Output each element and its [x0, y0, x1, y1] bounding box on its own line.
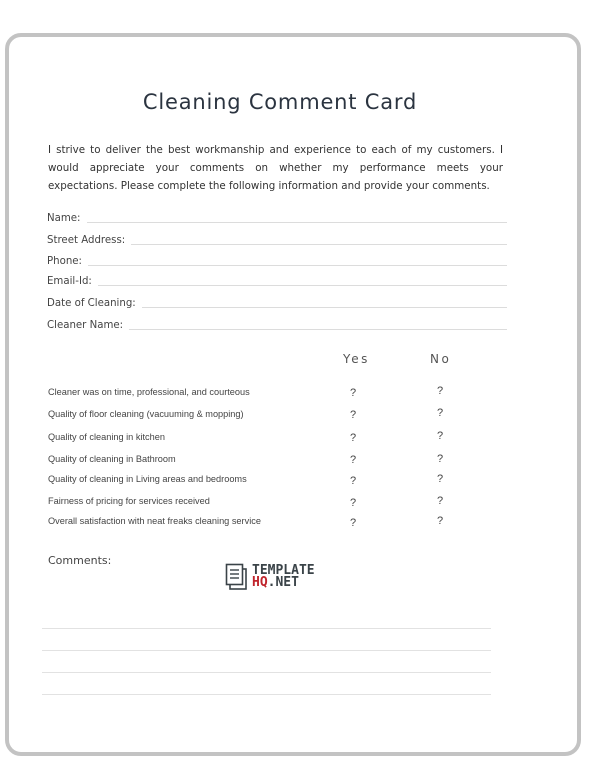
phone-label: Phone:: [47, 256, 82, 267]
question-4: Quality of cleaning in Bathroom: [48, 454, 176, 464]
comments-label: Comments:: [48, 554, 112, 567]
yes-column-header: Yes: [343, 352, 370, 366]
question-6-yes-option[interactable]: ?: [350, 497, 357, 509]
question-1-no-option[interactable]: ?: [437, 385, 444, 397]
question-4-yes-option[interactable]: ?: [350, 454, 357, 466]
watermark-hq: HQ: [252, 575, 268, 590]
email-input-line[interactable]: [98, 285, 507, 286]
question-7-yes-option[interactable]: ?: [350, 517, 357, 529]
question-2: Quality of floor cleaning (vacuuming & mopping): [48, 409, 244, 419]
street-address-label: Street Address:: [47, 235, 126, 246]
date-of-cleaning-label: Date of Cleaning:: [47, 298, 136, 309]
watermark-line-1: TEMPLATE: [252, 563, 315, 578]
question-1-yes-option[interactable]: ?: [350, 387, 357, 399]
watermark-net: .NET: [267, 575, 299, 590]
street-address-field[interactable]: [47, 230, 507, 246]
date-of-cleaning-field[interactable]: [47, 293, 507, 309]
cleaner-name-label: Cleaner Name:: [47, 320, 124, 331]
no-column-header: No: [430, 352, 452, 366]
comment-line-3[interactable]: [42, 672, 491, 673]
question-5-no-option[interactable]: ?: [437, 473, 444, 485]
phone-input-line[interactable]: [88, 265, 507, 266]
question-2-no-option[interactable]: ?: [437, 407, 444, 419]
email-label: Email-Id:: [47, 276, 92, 287]
question-6-no-option[interactable]: ?: [437, 495, 444, 507]
comment-line-2[interactable]: [42, 650, 491, 651]
comment-line-1[interactable]: [42, 628, 491, 629]
question-6: Fairness of pricing for services received: [48, 496, 210, 506]
comment-line-4[interactable]: [42, 694, 491, 695]
question-3: Quality of cleaning in kitchen: [48, 432, 165, 442]
question-2-yes-option[interactable]: ?: [350, 409, 357, 421]
email-field[interactable]: [47, 271, 507, 287]
phone-field[interactable]: [47, 251, 507, 267]
question-5-yes-option[interactable]: ?: [350, 475, 357, 487]
question-7-no-option[interactable]: ?: [437, 515, 444, 527]
question-5: Quality of cleaning in Living areas and bedrooms: [48, 474, 247, 484]
name-input-line[interactable]: [87, 222, 508, 223]
question-3-yes-option[interactable]: ?: [350, 432, 357, 444]
name-field[interactable]: [47, 208, 507, 224]
question-3-no-option[interactable]: ?: [437, 430, 444, 442]
intro-paragraph: I strive to deliver the best workmanship and experience to each of my customers. I would appreciate your comments on whether my performance meets your expectations. Please complete the following information and provide your comments.: [48, 144, 503, 192]
document-stack-icon: [225, 563, 249, 591]
name-label: Name:: [47, 213, 81, 224]
templatehq-watermark: [225, 563, 315, 591]
cleaner-name-field[interactable]: [47, 315, 507, 331]
question-7: Overall satisfaction with neat freaks cleaning service: [48, 516, 261, 526]
watermark-line-2: [252, 577, 315, 589]
question-1: Cleaner was on time, professional, and courteous: [48, 387, 250, 397]
date-of-cleaning-input-line[interactable]: [142, 307, 507, 308]
street-address-input-line[interactable]: [131, 244, 507, 245]
page-title: Cleaning Comment Card: [142, 90, 418, 114]
watermark-text: [252, 565, 315, 589]
question-4-no-option[interactable]: ?: [437, 453, 444, 465]
cleaner-name-input-line[interactable]: [129, 329, 507, 330]
